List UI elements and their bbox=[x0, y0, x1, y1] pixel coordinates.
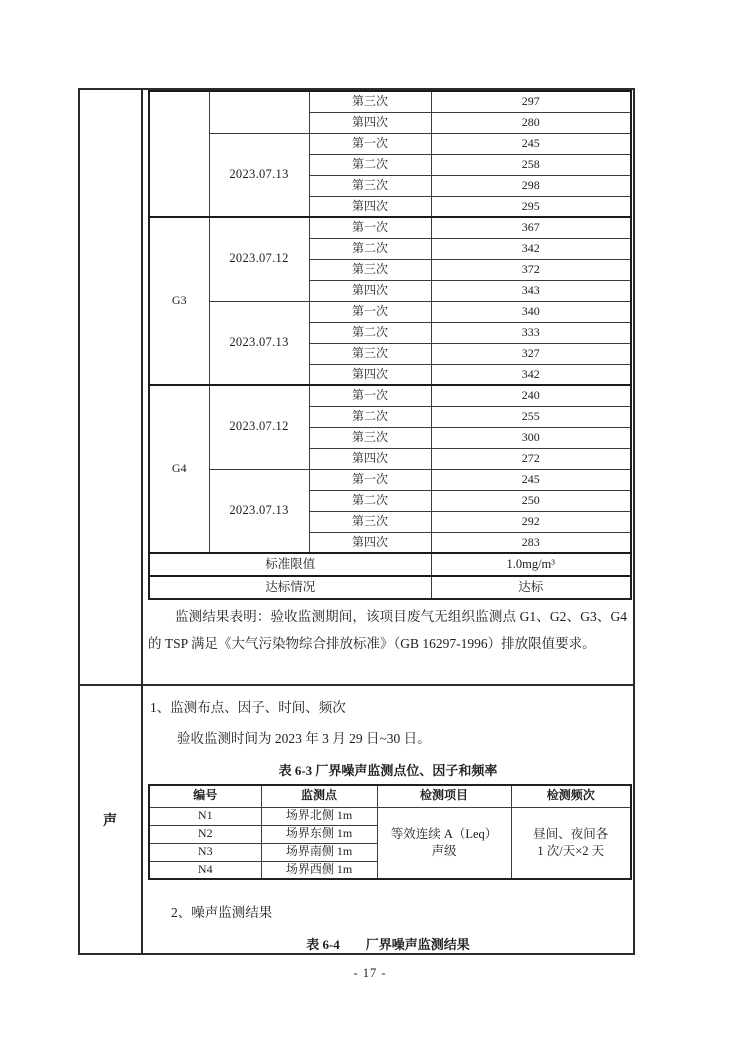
tsp-row bbox=[149, 301, 631, 322]
tsp-row bbox=[149, 385, 631, 406]
tsp-round-cell: 第三次 bbox=[309, 343, 431, 364]
tsp-round-cell: 第一次 bbox=[309, 217, 431, 238]
noise-header-id: 编号 bbox=[149, 785, 261, 807]
noise-id-cell: N2 bbox=[149, 825, 261, 843]
tsp-footer-row bbox=[149, 576, 631, 599]
tsp-date-cell: 2023.07.13 bbox=[209, 301, 309, 385]
tsp-point-cell bbox=[149, 91, 209, 217]
tsp-row bbox=[149, 91, 631, 112]
tsp-value-cell: 343 bbox=[431, 280, 631, 301]
tsp-value-cell: 340 bbox=[431, 301, 631, 322]
noise-header-row bbox=[149, 785, 631, 807]
tsp-round-cell: 第一次 bbox=[309, 133, 431, 154]
tsp-round-cell: 第三次 bbox=[309, 259, 431, 280]
air-section-content bbox=[143, 90, 633, 684]
noise-item-line2: 声级 bbox=[431, 843, 457, 858]
tsp-value-cell: 245 bbox=[431, 469, 631, 490]
noise-item-line1: 等效连续 A（Leq） bbox=[390, 826, 498, 841]
noise-item-cell bbox=[377, 807, 511, 879]
tsp-point-cell: G4 bbox=[149, 385, 209, 553]
tsp-value-cell: 258 bbox=[431, 154, 631, 175]
tsp-value-cell: 372 bbox=[431, 259, 631, 280]
tsp-date-cell bbox=[209, 91, 309, 133]
tsp-row bbox=[149, 217, 631, 238]
noise-point-cell: 场界南侧 1m bbox=[261, 843, 377, 861]
report-table bbox=[78, 88, 635, 955]
tsp-value-cell: 297 bbox=[431, 91, 631, 112]
noise-header-freq: 检测频次 bbox=[511, 785, 631, 807]
tsp-round-cell: 第二次 bbox=[309, 322, 431, 343]
tsp-value-cell: 333 bbox=[431, 322, 631, 343]
noise-section-row bbox=[80, 686, 633, 953]
noise-freq-line1: 昼间、夜间各 bbox=[533, 826, 609, 841]
tsp-round-cell: 第四次 bbox=[309, 196, 431, 217]
tsp-footer-label: 标准限值 bbox=[149, 553, 431, 576]
air-summary-paragraph: 监测结果表明：验收监测期间，该项目废气无组织监测点 G1、G2、G3、G4 的 TSP 满足《大气污染物综合排放标准》（GB 16297-1996）排放限值要求。 bbox=[148, 609, 627, 651]
noise-id-cell: N1 bbox=[149, 807, 261, 825]
tsp-value-cell: 272 bbox=[431, 448, 631, 469]
table-6-4-title: 表 6-4 厂界噪声监测结果 bbox=[306, 937, 470, 952]
tsp-round-cell: 第四次 bbox=[309, 112, 431, 133]
tsp-round-cell: 第四次 bbox=[309, 532, 431, 553]
tsp-round-cell: 第一次 bbox=[309, 469, 431, 490]
air-row-label-cell bbox=[80, 90, 143, 684]
noise-point-cell: 场界东侧 1m bbox=[261, 825, 377, 843]
tsp-value-cell: 280 bbox=[431, 112, 631, 133]
tsp-value-cell: 300 bbox=[431, 427, 631, 448]
tsp-date-cell: 2023.07.13 bbox=[209, 469, 309, 553]
tsp-point-cell: G3 bbox=[149, 217, 209, 385]
tsp-value-cell: 342 bbox=[431, 364, 631, 385]
noise-plan-table bbox=[148, 784, 632, 880]
tsp-date-cell: 2023.07.12 bbox=[209, 217, 309, 301]
tsp-value-cell: 295 bbox=[431, 196, 631, 217]
tsp-round-cell: 第四次 bbox=[309, 448, 431, 469]
tsp-value-cell: 240 bbox=[431, 385, 631, 406]
tsp-round-cell: 第二次 bbox=[309, 490, 431, 511]
tsp-footer-row bbox=[149, 553, 631, 576]
tsp-value-cell: 245 bbox=[431, 133, 631, 154]
air-section-row bbox=[80, 90, 633, 686]
tsp-row bbox=[149, 133, 631, 154]
tsp-round-cell: 第三次 bbox=[309, 91, 431, 112]
noise-freq-line2: 1 次/天×2 天 bbox=[537, 843, 605, 858]
noise-item-1: 1、监测布点、因子、时间、频次 bbox=[150, 700, 346, 715]
tsp-date-cell: 2023.07.13 bbox=[209, 133, 309, 217]
tsp-round-cell: 第二次 bbox=[309, 154, 431, 175]
tsp-table-body bbox=[149, 91, 631, 599]
noise-point-cell: 场界北侧 1m bbox=[261, 807, 377, 825]
tsp-value-cell: 342 bbox=[431, 238, 631, 259]
noise-row bbox=[149, 807, 631, 825]
tsp-footer-value: 达标 bbox=[431, 576, 631, 599]
tsp-value-cell: 367 bbox=[431, 217, 631, 238]
tsp-value-cell: 298 bbox=[431, 175, 631, 196]
table-6-3-title: 表 6-3 厂界噪声监测点位、因子和频率 bbox=[278, 763, 498, 778]
noise-header-item: 检测项目 bbox=[377, 785, 511, 807]
noise-monitoring-time: 验收监测时间为 2023 年 3 月 29 日~30 日。 bbox=[177, 731, 431, 746]
tsp-round-cell: 第一次 bbox=[309, 385, 431, 406]
tsp-round-cell: 第二次 bbox=[309, 406, 431, 427]
noise-item-2: 2、噪声监测结果 bbox=[171, 905, 273, 920]
tsp-round-cell: 第一次 bbox=[309, 301, 431, 322]
page-number: - 17 - bbox=[353, 966, 387, 980]
tsp-round-cell: 第二次 bbox=[309, 238, 431, 259]
tsp-value-cell: 292 bbox=[431, 511, 631, 532]
tsp-value-cell: 250 bbox=[431, 490, 631, 511]
tsp-value-cell: 283 bbox=[431, 532, 631, 553]
tsp-date-cell: 2023.07.12 bbox=[209, 385, 309, 469]
tsp-value-cell: 327 bbox=[431, 343, 631, 364]
noise-row-label-cell: 声 bbox=[80, 686, 143, 953]
noise-id-cell: N3 bbox=[149, 843, 261, 861]
tsp-value-cell: 255 bbox=[431, 406, 631, 427]
noise-point-cell: 场界西侧 1m bbox=[261, 861, 377, 879]
tsp-round-cell: 第三次 bbox=[309, 511, 431, 532]
tsp-footer-label: 达标情况 bbox=[149, 576, 431, 599]
tsp-round-cell: 第四次 bbox=[309, 280, 431, 301]
tsp-round-cell: 第三次 bbox=[309, 427, 431, 448]
tsp-round-cell: 第三次 bbox=[309, 175, 431, 196]
noise-id-cell: N4 bbox=[149, 861, 261, 879]
tsp-round-cell: 第四次 bbox=[309, 364, 431, 385]
tsp-monitoring-table bbox=[148, 90, 632, 600]
noise-freq-cell bbox=[511, 807, 631, 879]
noise-header-point: 监测点 bbox=[261, 785, 377, 807]
tsp-row bbox=[149, 469, 631, 490]
tsp-footer-value: 1.0mg/m³ bbox=[431, 553, 631, 576]
noise-section-content bbox=[143, 686, 633, 953]
